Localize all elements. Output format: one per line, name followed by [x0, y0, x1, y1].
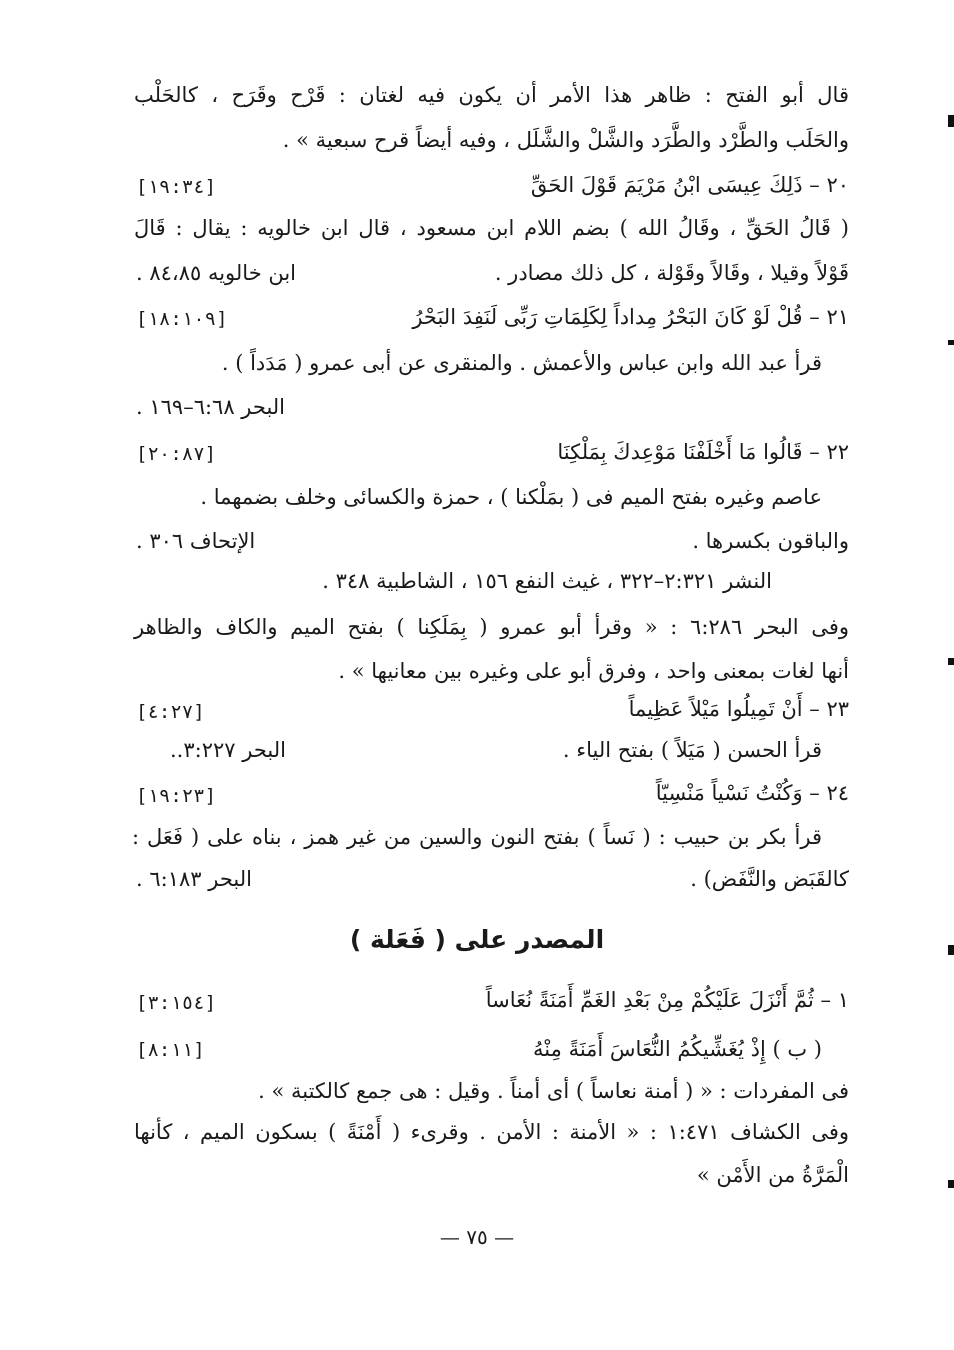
source-citation: الإتحاف ٣٠٦ . [136, 529, 256, 553]
text-line: قال أبو الفتح : ظاهر هذا الأمر أن يكون فيه لغتان : قَرْح وقَرَح ، كالحَلْب [134, 83, 849, 107]
verse-reference: [٣:١٥٤] [136, 992, 217, 1014]
source-citation: البحر ٦:٦٨–١٦٩ . [136, 395, 286, 419]
source-citation: البحر ٣:٢٢٧.. [170, 738, 286, 762]
text-line: قرأ عبد الله وابن عباس والأعمش . والمنقرى عن أبى عمرو ( مَدَداً ) . [221, 351, 822, 375]
text-line: عاصم وغيره بفتح الميم فى ( بمَلْكنا ) ، حمزة والكسائى وخلف بضمهما . [200, 485, 822, 509]
verse-21: ٢١ – قُلْ لَوْ كَانَ البَحْرُ مِداداً لِكَلِمَاتِ رَبِّى لَنَفِدَ البَحْرُ [412, 305, 849, 329]
verse-22: ٢٢ – قَالُوا مَا أَخْلَفْنَا مَوْعِدكَ بِمَلْكِنَا [557, 440, 849, 464]
verse-reference: [٤:٢٧] [136, 701, 205, 723]
scan-mark [948, 115, 954, 127]
verse-1: ١ – ثُمَّ أَنْزَلَ عَلَيْكُمْ مِنْ بَعْدِ الغَمِّ أَمَنَةً نُعَاساً [485, 988, 849, 1012]
text-line: والباقون بكسرها . [692, 529, 849, 553]
verse-reference: [٨:١١] [136, 1039, 205, 1061]
text-line: أنها لغات بمعنى واحد ، وفرق أبو على وغيره بين معانيها » . [338, 659, 849, 683]
source-citation: ابن خالويه ٨٤،٨٥ . [136, 261, 297, 285]
verse-23: ٢٣ – أَنْ تَمِيلُوا مَيْلاً عَظِيماً [628, 697, 849, 721]
verse-1b: ( ب ) إِذْ يُغَشِّيكُمُ النُّعَاسَ أَمَنَةً مِنْهُ [533, 1037, 822, 1061]
text-line: وفى الكشاف ١:٤٧١ : « الأمنة : الأمن . وقرىء ( أَمْنَةً ) بسكون الميم ، كأنها [134, 1120, 850, 1144]
text-line: قرأ الحسن ( مَيَلاً ) بفتح الياء . [562, 738, 822, 762]
scan-mark [948, 340, 954, 345]
verse-20: ٢٠ – ذَلِكَ عِيسَى ابْنُ مَرْيَمَ قَوْلَ الحَقِّ [530, 173, 849, 197]
text-line: قَوْلاً وقيلا ، وقَالاً وقَوْلة ، كل ذلك مصادر . [494, 261, 849, 285]
text-line: كالقَبَض والنَّفَض) . [690, 867, 849, 891]
verse-reference: [١٨:١٠٩] [136, 308, 228, 330]
text-line: فى المفردات : « ( أمنة نعاساً ) أى أمناً . وقيل : هى جمع كالكتبة » . [258, 1079, 849, 1103]
source-citation: البحر ٦:١٨٣ . [136, 867, 252, 891]
text-line: وفى البحر ٦:٢٨٦ : « وقرأ أبو عمرو ( بِمَلَكِنا ) بفتح الميم والكاف والظاهر [134, 615, 849, 639]
text-line: قرأ بكر بن حبيب : ( نَساً ) بفتح النون والسين من غير همز ، بناه على ( فَعَل : [132, 825, 822, 849]
text-line: والحَلَب والطَّرْد والطَّرَد والشَّلْ والشَّلَل ، وفيه أيضاً قرح سبعية » . [282, 128, 849, 152]
text-line: الْمَرَّةُ من الأَمْن » [696, 1163, 849, 1187]
scan-mark [948, 945, 954, 955]
text-line: النشر ٢:٣٢١–٣٢٢ ، غيث النفع ١٥٦ ، الشاطبية ٣٤٨ . [322, 569, 772, 593]
text-line: ( قَالُ الحَقِّ ، وقَالُ الله ) بضم اللام ابن مسعود ، قال ابن خالويه : يقال : قَالَ [134, 216, 849, 240]
scan-mark [948, 1180, 954, 1188]
page-number: — ٧٥ — [439, 1225, 515, 1249]
verse-24: ٢٤ – وَكُنْتُ نَسْياً مَنْسِيّاً [655, 781, 849, 805]
verse-reference: [٢٠:٨٧] [136, 443, 217, 465]
section-heading: المصدر على ( فَعَلة ) [349, 925, 605, 954]
verse-reference: [١٩:٢٣] [136, 785, 217, 807]
scan-mark [948, 658, 954, 665]
verse-reference: [١٩:٣٤] [136, 176, 217, 198]
